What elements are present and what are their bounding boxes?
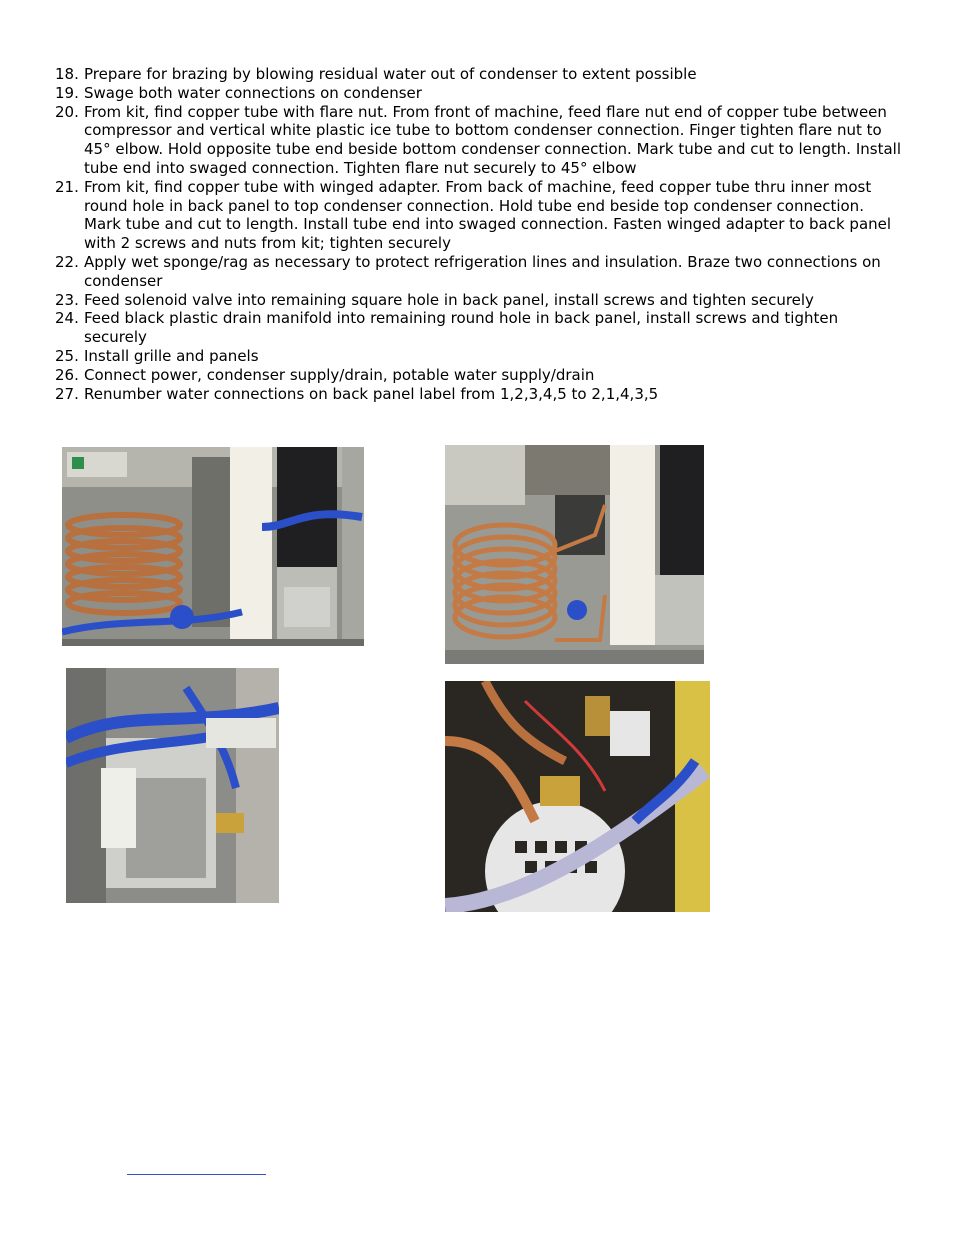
step-number: 20. [55,102,79,121]
instruction-list [0,65,954,403]
step-text: Apply wet sponge/rag as necessary to protect refrigeration lines and insulation. Braze two connections on condenser [84,252,881,290]
step-text: Install grille and panels [84,346,259,365]
condenser-photo [62,447,364,646]
solenoid-photo [445,681,710,912]
step-number: 26. [55,365,79,384]
step-18 [0,65,904,84]
step-text: From kit, find copper tube with flare nut. From front of machine, feed flare nut end of copper tube between compressor and vertical white plastic ice tube to bottom condenser connection. Finger tighten flare nut to 45° elbow. Hold opposite tube end beside bottom condenser connection. Mark tube and cut to length. Install tube end into swaged connection. Tighten flare nut securely to 45° elbow [84,102,901,177]
step-text: Connect power, condenser supply/drain, potable water supply/drain [84,365,595,384]
step-number: 27. [55,384,79,403]
step-number: 18. [55,65,79,83]
step-19 [0,84,904,103]
step-number: 24. [55,309,79,328]
coil-photo [445,445,704,664]
step-23 [0,291,904,310]
step-26 [0,366,904,385]
step-number: 25. [55,346,79,365]
step-20 [0,103,904,178]
step-27 [0,385,904,404]
step-text: Renumber water connections on back panel label from 1,2,3,4,5 to 2,1,4,3,5 [84,384,659,403]
step-number: 22. [55,252,79,271]
step-number: 23. [55,290,79,309]
step-text: From kit, find copper tube with winged adapter. From back of machine, feed copper tube thru inner most round hole in back panel to top condenser connection. Hold tube end beside top condenser connection. Mark tube and cut to length. Install tube end into swaged connection. Fasten winged adapter to back panel with 2 screws and nuts from kit; tighten securely [84,177,892,253]
footer-link-underline[interactable] [127,1174,266,1175]
step-number: 21. [55,177,79,196]
step-24 [0,309,904,347]
step-text: Feed black plastic drain manifold into remaining round hole in back panel, install screws and tighten securely [84,309,839,347]
step-text: Swage both water connections on condenser [84,83,422,102]
step-21 [0,178,904,253]
pump-photo [66,668,279,903]
step-22 [0,253,904,291]
step-text: Prepare for brazing by blowing residual water out of condenser to extent possible [84,65,697,83]
step-25 [0,347,904,366]
step-text: Feed solenoid valve into remaining square hole in back panel, install screws and tighten securely [84,290,814,309]
step-number: 19. [55,83,79,102]
